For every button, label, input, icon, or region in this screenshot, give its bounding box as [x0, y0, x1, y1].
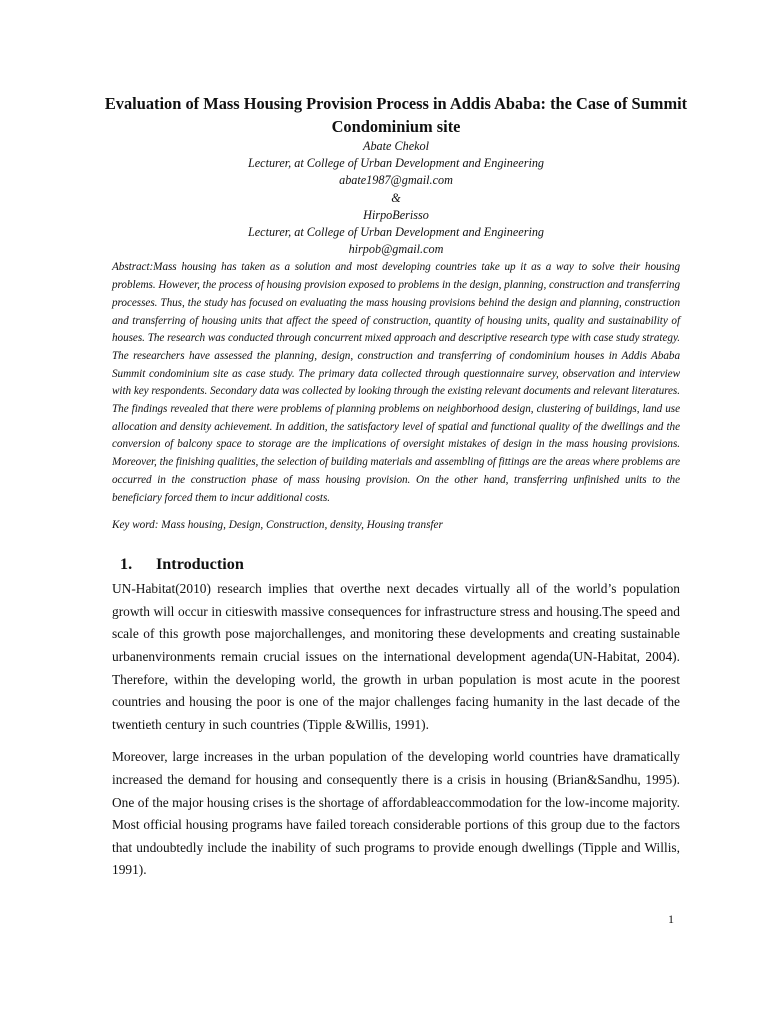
author-separator: & [391, 190, 401, 205]
section-heading-introduction [112, 555, 680, 574]
author-affiliation-1: Lecturer, at College of Urban Development and Engineering [247, 156, 545, 171]
body-paragraph-2: Moreover, large increases in the urban population of the developing world countries have dramatically increased the demand for housing and consequently there is a crisis in housing (Brian&Sandhu, 1995). One of the major housing crises is the shortage of affordableaccommodation for the low-income majority. Most official housing programs have failed toreach considerable portions of this group due to the factors that undoubtedly include the inability of such programs to provide enough dwellings (Tipple and Willis, 1991). [112, 749, 680, 878]
abstract: Abstract:Mass housing has taken as a solution and most developing countries take up it as a way to solve their housing problems. However, the process of housing provision exposed to problems in the design, planning, construction and transferring processes. Thus, the study has focused on evaluating the mass housing provisions behind the design and planning, construction and transferring of housing units that affect the speed of construction, quantity of housing units, quality and sustainability of houses. The research was conducted through concurrent mixed approach and descriptive research type with case study strategy. The researchers have assessed the planning, design, construction and transferring of condominium houses in Addis Ababa Summit condominium site as case study. The primary data collected through questionnaire survey, observation and interview with key respondents. Secondary data was collected by looking through the existing relevant documents and relevant literatures. The findings revealed that there were problems of planning problems on neighborhood design, clustering of buildings, land use allocation and density achievement. In addition, the satisfactory level of spatial and functional quality of the dwellings and the conversion of balcony space to storage are the implications of oversight mistakes of design in the mass housing provisions. Moreover, the finishing qualities, the selection of building materials and assembling of fittings are the areas where problems are occurred in the construction phase of mass housing provision. On the other hand, transferring unfinished units to the beneficiary forced them to incur additional costs. [112, 261, 680, 504]
body-paragraph-1: UN-Habitat(2010) research implies that overthe next decades virtually all of the world’s population growth will occur in citieswith massive consequences for infrastructure stress and housing.The speed and scale of this growth pose majorchallenges, and monitoring these developments and creating sustainable urbanenvironments remain crucial issues on the international development agenda(UN-Habitat, 2004). Therefore, within the developing world, the growth in urban population is most acute in the poorest countries and housing the poor is one of the major challenges facing humanity in the last decade of the twentieth century in such countries (Tipple &Willis, 1991). [112, 581, 680, 732]
section-number: 1. [120, 555, 133, 574]
paper-title: Evaluation of Mass Housing Provision Process in Addis Ababa: the Case of Summit Condominium site [104, 94, 688, 136]
page-number: 1 [668, 912, 674, 926]
author-block [112, 138, 680, 258]
author-email-1: abate1987@gmail.com [339, 173, 453, 188]
page-content [104, 92, 688, 882]
author-affiliation-2: Lecturer, at College of Urban Development and Engineering [247, 225, 545, 240]
author-name-2: HirpoBerisso [363, 207, 429, 222]
keywords: Key word: Mass housing, Design, Construction, density, Housing transfer [112, 519, 443, 532]
section-title: Introduction [156, 555, 244, 574]
author-name-1: Abate Chekol [363, 139, 429, 153]
author-email-2: hirpob@gmail.com [348, 242, 444, 257]
